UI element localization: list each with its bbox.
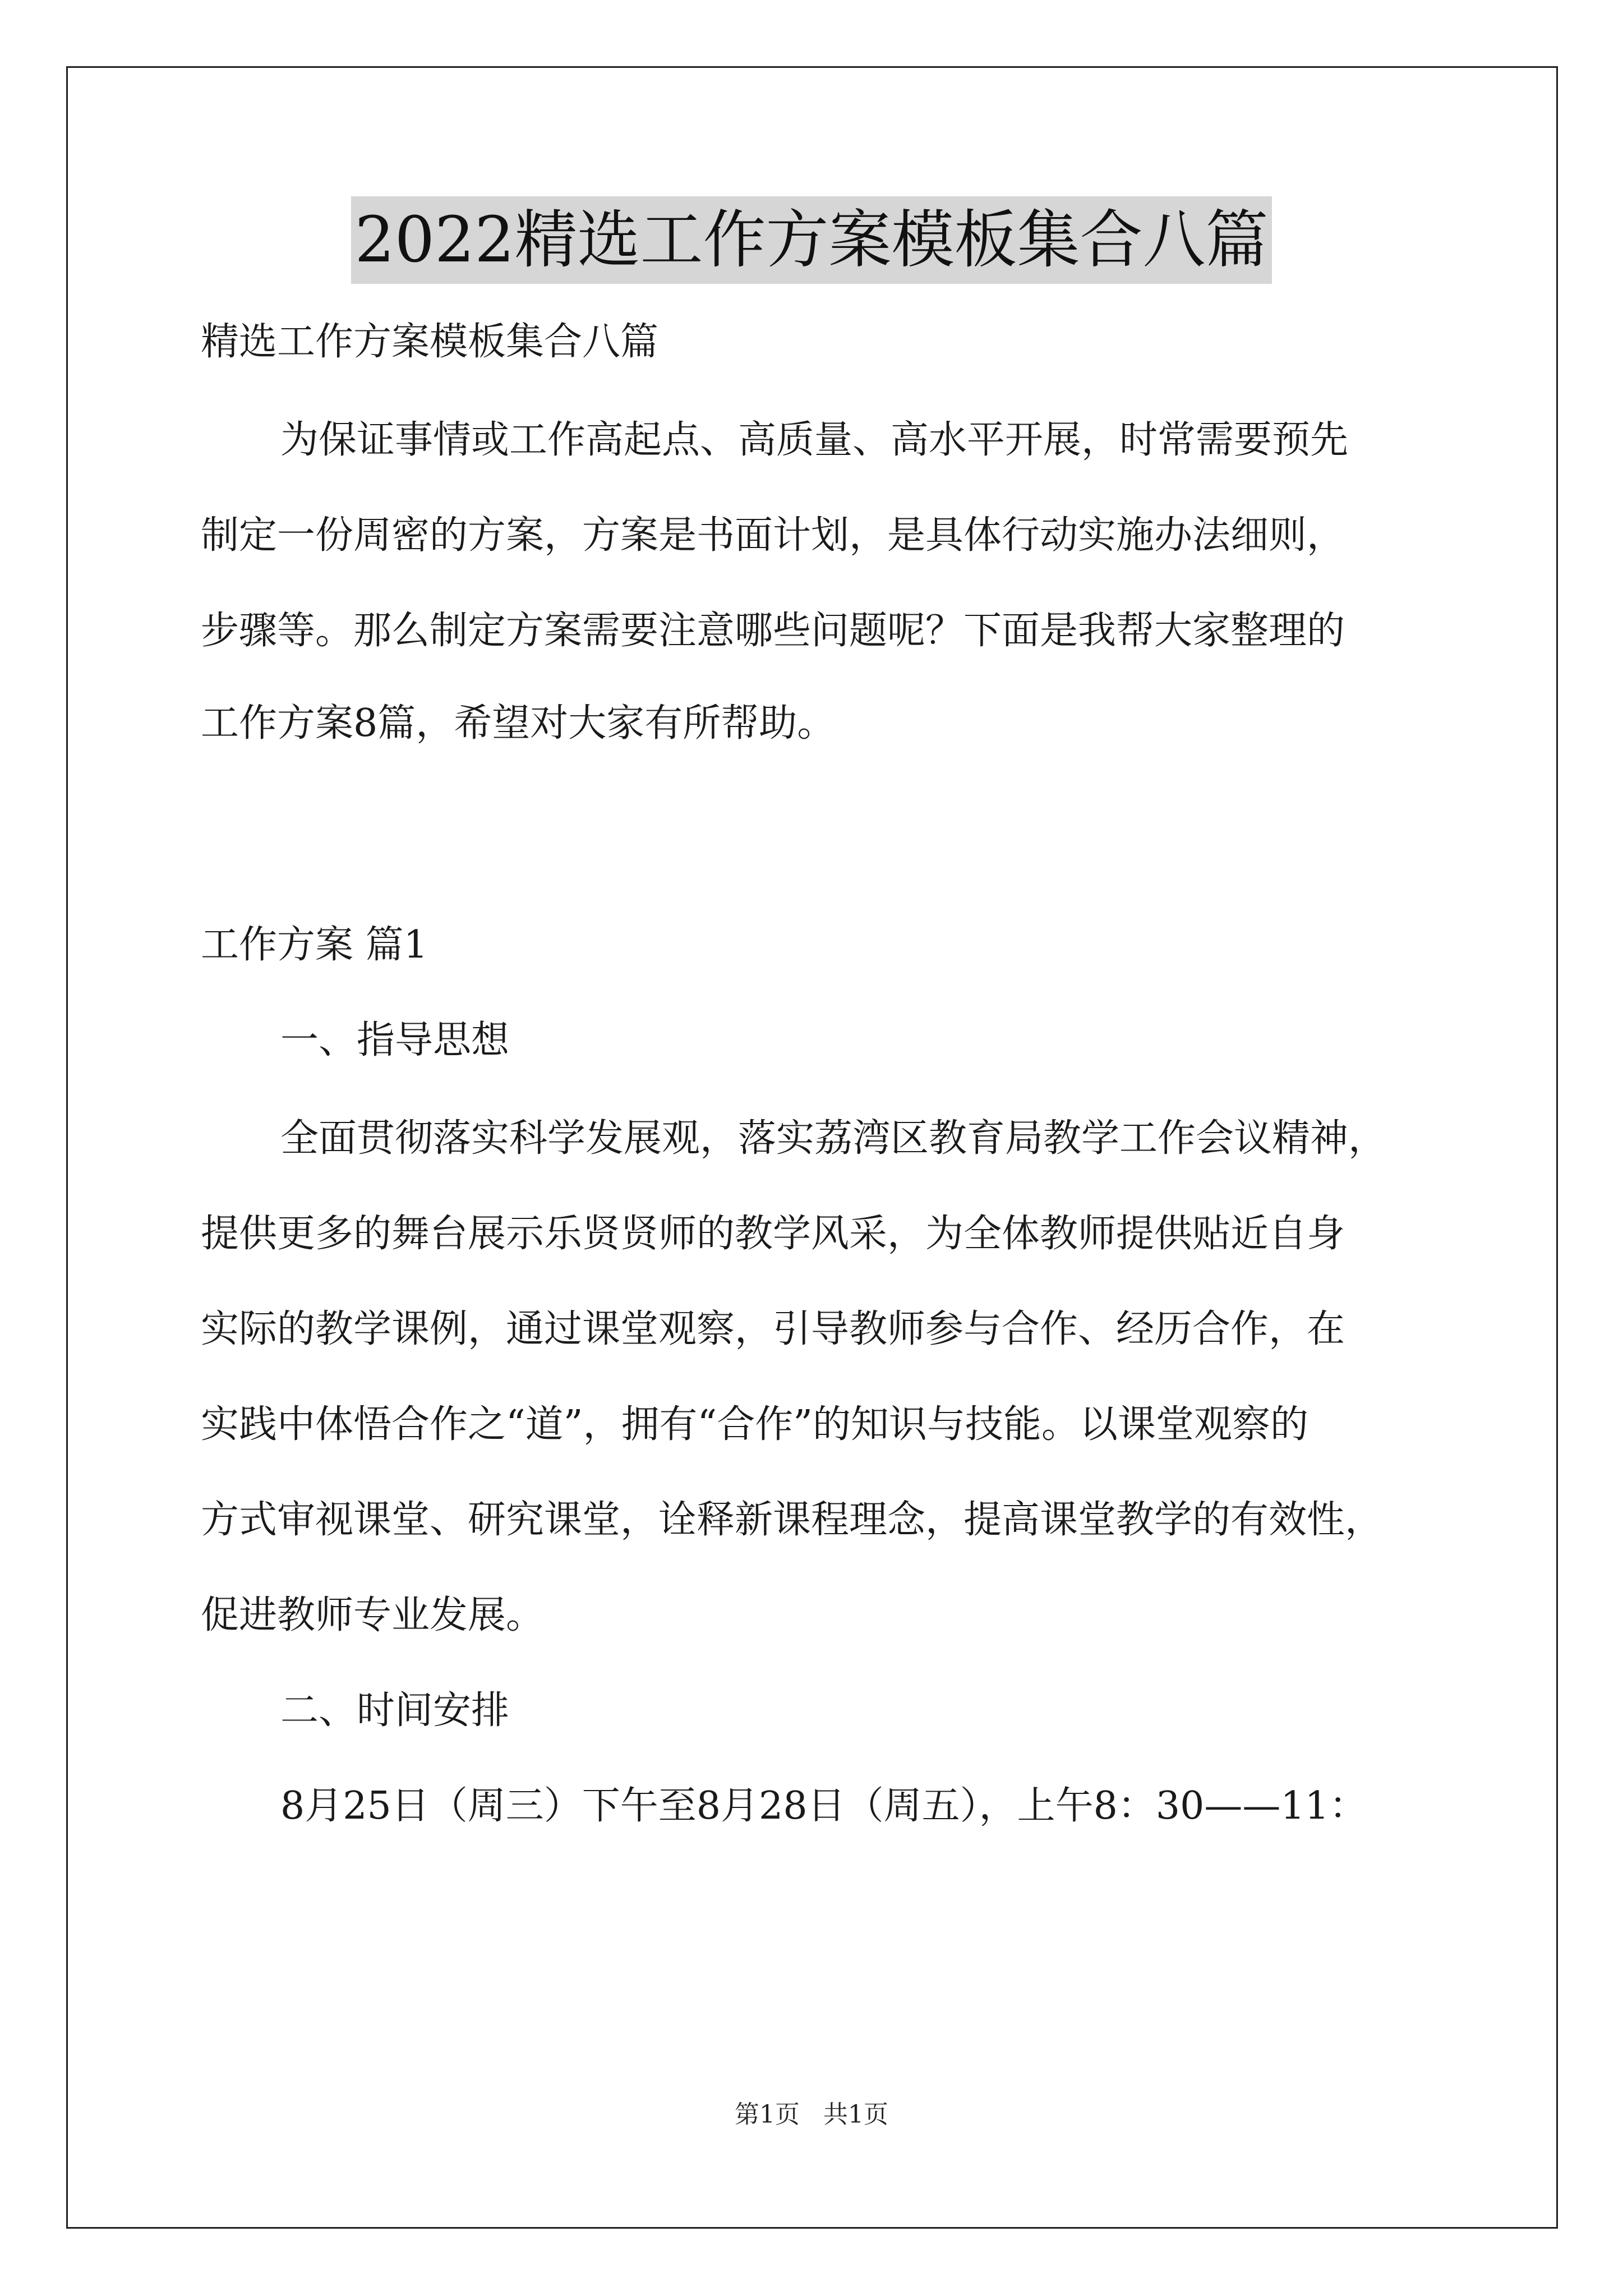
section-heading: 工作方案 篇1 — [201, 923, 428, 967]
body-line-3: 实际的教学课例，通过课堂观察，引导教师参与合作、经历合作，在 — [201, 1307, 1345, 1351]
heading-guiding-thought: 一、指导思想 — [280, 1018, 510, 1062]
intro-line-2: 制定一份周密的方案，方案是书面计划，是具体行动实施办法细则， — [201, 513, 1345, 558]
heading-schedule: 二、时间安排 — [280, 1688, 510, 1733]
body-line-4: 实践中体悟合作之“道”，拥有“合作”的知识与技能。以课堂观察的 — [201, 1402, 1309, 1447]
body-line-2: 提供更多的舞台展示乐贤贤师的教学风采，为全体教师提供贴近自身 — [201, 1212, 1345, 1256]
subtitle-line: 精选工作方案模板集合八篇 — [201, 320, 659, 364]
title-container — [0, 196, 1623, 284]
document-title: 2022精选工作方案模板集合八篇 — [351, 196, 1271, 284]
intro-line-3: 步骤等。那么制定方案需要注意哪些问题呢？下面是我帮大家整理的 — [201, 609, 1345, 653]
body-line-5: 方式审视课堂、研究课堂，诠释新课程理念，提高课堂教学的有效性， — [201, 1498, 1384, 1542]
intro-line-4: 工作方案8篇，希望对大家有所帮助。 — [201, 701, 836, 746]
page-footer: 第1页 共1页 — [735, 2100, 888, 2129]
schedule-line: 8月25日（周三）下午至8月28日（周五），上午8：30——11： — [280, 1784, 1367, 1828]
intro-line-1: 为保证事情或工作高起点、高质量、高水平开展，时常需要预先 — [280, 418, 1349, 462]
body-line-1: 全面贯彻落实科学发展观，落实荔湾区教育局教学工作会议精神， — [280, 1116, 1387, 1161]
body-line-6: 促进教师专业发展。 — [201, 1593, 545, 1637]
